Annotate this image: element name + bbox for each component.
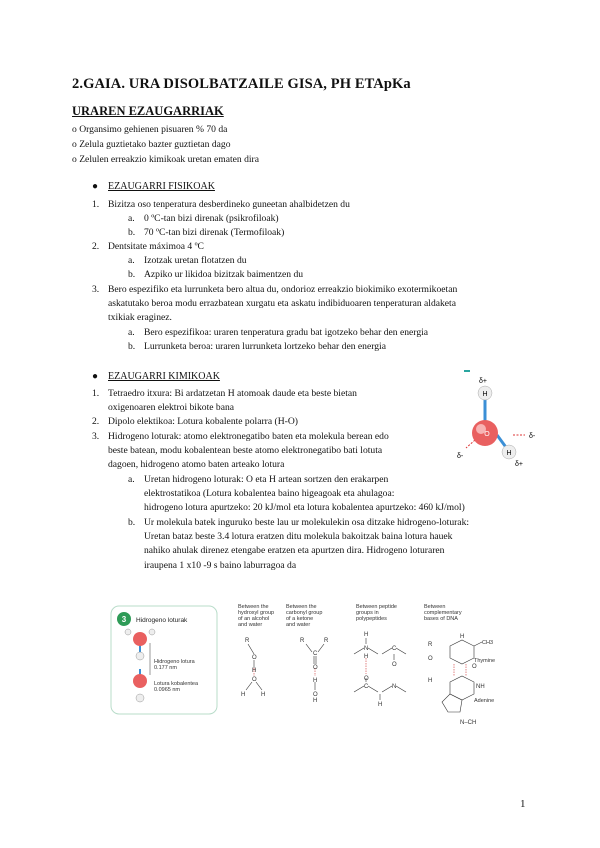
caption-line: groups in — [356, 610, 379, 616]
item-text: elektrostatikoa (Lotura kobalentea baino higeagoak eta ahulagoa: — [144, 488, 395, 499]
page-title: 2.GAIA. URA DISOLBATZAILE GISA, PH ETApKa — [72, 76, 411, 92]
svg-text:C: C — [364, 684, 369, 690]
decor-dash — [464, 370, 470, 372]
svg-text:H: H — [241, 692, 246, 698]
fisikoak-heading-text: EZAUGARRI FISIKOAK — [108, 181, 215, 192]
item-letter: a. — [128, 255, 135, 266]
intro-item: o Zelulen erreakzio kimikoak uretan ematen dira — [72, 154, 259, 165]
o-atom-label: O — [484, 431, 490, 438]
item-number: 2. — [92, 241, 100, 252]
caption-line: carbonyl group — [286, 610, 323, 616]
hbond-value: 0.177 nm — [154, 665, 177, 671]
svg-text:C: C — [313, 651, 318, 657]
item-text: 0 ºC-tan bizi direnak (psikrofiloak) — [144, 213, 279, 224]
item-letter: b. — [128, 227, 136, 238]
svg-text:H: H — [460, 634, 465, 640]
item-text: nahiko ahulak direnez etengabe eratzen eta apurtzen dira. Hidrogeno loturaren — [144, 545, 445, 556]
caption-line: Between — [424, 604, 446, 610]
h-atom-label: H — [482, 391, 488, 398]
item-letter: a. — [128, 474, 135, 485]
delta-plus-label: δ+ — [479, 378, 487, 385]
svg-text:O: O — [364, 676, 369, 682]
bullet-icon: ● — [92, 181, 99, 192]
item-text: Azpiko ur likidoa bizitzak baimentzen du — [144, 269, 304, 280]
adenine-label: Adenine — [474, 698, 495, 704]
item-text: Bero espezifiko eta lurrunketa bero altua du, ondorioz erreakzio biokimiko exotermikoetan — [108, 284, 458, 295]
delta-minus-label: δ- — [457, 453, 464, 460]
svg-text:H: H — [313, 698, 318, 704]
svg-text:H: H — [428, 678, 433, 684]
caption-line: and water — [286, 622, 311, 628]
panel-badge: 3 — [121, 615, 127, 624]
svg-text:C: C — [392, 646, 397, 652]
item-text: Uretan bataz beste 3.4 lotura eratzen ditu molekula bakoitzak baina lotura hauek — [144, 531, 453, 542]
col3-caption — [356, 604, 397, 622]
svg-text:R: R — [300, 638, 305, 644]
svg-text:H: H — [364, 654, 369, 660]
covalent-value: 0.0965 nm — [154, 687, 180, 693]
item-text: dagoen, hidrogeno atomo baten arteako lotura — [108, 459, 285, 470]
item-letter: a. — [128, 213, 135, 224]
caption-line: polypeptides — [356, 616, 387, 622]
svg-text:O: O — [252, 655, 257, 661]
thymine-label: Thymine — [474, 658, 496, 664]
caption-line: bases of DNA — [424, 616, 458, 622]
col4-caption — [424, 604, 462, 622]
intro-item: o Zelula guztietako bazter guztietan dago — [72, 139, 231, 150]
caption-line: of an alcohol — [238, 616, 270, 622]
caption-line: of a ketone — [286, 616, 314, 622]
svg-text:H: H — [378, 702, 383, 708]
hydrogen-bond-examples-figure — [228, 602, 498, 732]
svg-text:O: O — [313, 665, 318, 671]
intro-item: o Organsimo gehienen pisuaren % 70 da — [72, 124, 228, 135]
hbond-label: Hidrogeno lotura — [154, 659, 195, 665]
item-number: 2. — [92, 416, 100, 427]
caption-line: hydroxyl group — [238, 610, 275, 616]
page-number: 1 — [520, 798, 526, 810]
item-text: Hidrogeno loturak: atomo elektronegatibo baten eta molekula berean edo — [108, 431, 389, 442]
col1-caption — [238, 604, 274, 628]
fisikoak-heading — [92, 181, 215, 192]
covalent-label: Lotura kobalentea — [154, 681, 199, 687]
item-text: Bero espezifikoa: uraren tenperatura gradu bat igotzeko behar den energia — [144, 327, 429, 338]
svg-text:R: R — [245, 638, 250, 644]
item-number: 3. — [92, 284, 100, 295]
peptide-structure — [354, 638, 406, 700]
item-number: 1. — [92, 199, 100, 210]
delta-plus-label: δ+ — [515, 461, 523, 468]
item-letter: b. — [128, 341, 136, 352]
caption-line: complementary — [424, 610, 462, 616]
item-text: Izotzak uretan flotatzen du — [144, 255, 247, 266]
item-text: askatutako beroa modu errazbatean xurgatu eta askatu indibiduoaren tenperaturan aldaketa — [108, 298, 456, 309]
item-text: beste batean, modu kobalentean beste atomo elektronegatibo bati lotuta — [108, 445, 383, 456]
svg-text:N: N — [364, 646, 369, 652]
kimikoak-heading — [92, 371, 220, 382]
alcohol-water-structure — [246, 644, 262, 690]
svg-text:O: O — [313, 692, 318, 698]
item-text: 70 ºC-tan bizi direnak (Termofiloak) — [144, 227, 285, 238]
bullet-icon: ● — [92, 371, 99, 382]
svg-text:NH: NH — [476, 684, 485, 690]
item-text: oxigenoaren elektroi bikote bana — [108, 402, 235, 413]
item-text: Lurrunketa beroa: uraren lurrunketa lortzeko behar den energia — [144, 341, 386, 352]
caption-line: and water — [238, 622, 263, 628]
caption-line: Between peptide — [356, 604, 397, 610]
svg-text:H: H — [252, 668, 257, 674]
item-text: Dipolo elektikoa: Lotura kobalente polarra (H-O) — [108, 416, 298, 427]
item-letter: b. — [128, 517, 136, 528]
item-text: Ur molekula batek inguruko beste lau ur molekulekin osa ditzake hidrogeno-loturak: — [144, 517, 470, 528]
item-text: txikiak eraginez. — [108, 312, 172, 323]
svg-text:N: N — [392, 684, 397, 690]
svg-text:N–CH: N–CH — [460, 720, 477, 726]
svg-text:H: H — [364, 632, 369, 638]
delta-minus-label: δ- — [529, 433, 536, 440]
item-text: iraupena 1 x10 -9 s baino laburragoa da — [144, 560, 297, 571]
svg-text:O: O — [472, 664, 477, 670]
caption-line: Between the — [286, 604, 317, 610]
svg-text:O: O — [392, 662, 397, 668]
section-heading: URAREN EZAUGARRIAK — [72, 104, 224, 118]
ch3-label: CH3 — [482, 640, 494, 646]
col2-caption — [286, 604, 322, 628]
panel-title: Hidrogeno loturak — [136, 617, 188, 624]
water-molecule-figure — [455, 376, 545, 472]
svg-text:O: O — [428, 656, 433, 662]
svg-text:R: R — [324, 638, 329, 644]
hydrogen-bonds-panel — [110, 605, 218, 715]
item-text: Dentsitate máximoa 4 ºC — [108, 241, 204, 252]
svg-text:H: H — [261, 692, 266, 698]
item-number: 3. — [92, 431, 100, 442]
h-atom-label: H — [506, 450, 512, 457]
kimikoak-heading-text: EZAUGARRI KIMIKOAK — [108, 371, 220, 382]
item-number: 1. — [92, 388, 100, 399]
item-text: hidrogeno lotura apurtzeko: 20 kJ/mol eta lotura kobalentea apurtzeko: 460 kJ/mol) — [144, 502, 465, 513]
caption-line: Between the — [238, 604, 269, 610]
svg-text:R: R — [428, 642, 433, 648]
svg-text:H: H — [313, 678, 318, 684]
item-letter: a. — [128, 327, 135, 338]
item-text: Tetraedro itxura: Bi ardatzetan H atomoak daude eta beste bietan — [108, 388, 357, 399]
item-text: Uretan hidrogeno loturak: O eta H artean sortzen den erakarpen — [144, 474, 389, 485]
item-text: Bizitza oso tenperatura desberdineko guneetan ahalbidetzen du — [108, 199, 350, 210]
svg-text:O: O — [252, 677, 257, 683]
item-letter: b. — [128, 269, 136, 280]
